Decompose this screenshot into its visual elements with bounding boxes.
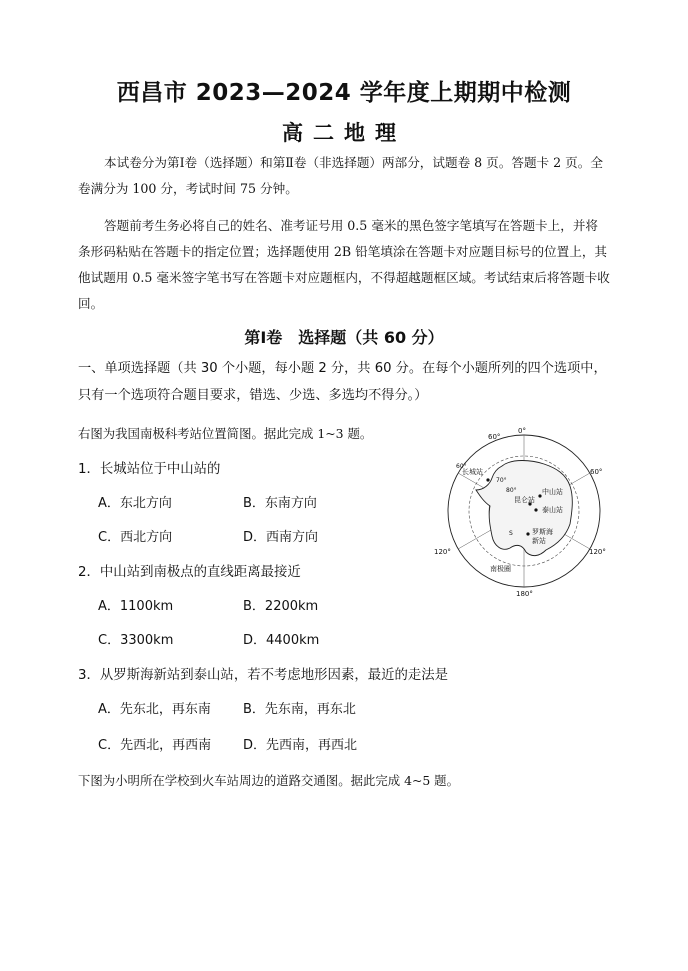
section-instructions: 一、单项选择题（共 30 个小题，每小题 2 分，共 60 分。在每个小题所列的四个选项中，只有一个选项符合题目要求，错选、少选、多选均不得分。） — [78, 361, 607, 403]
lon-label-60e: 60° — [590, 468, 603, 476]
taishan-station-dot — [534, 508, 537, 511]
question-3-option-a[interactable]: A．先东北，再东南 — [98, 702, 211, 717]
question-2-option-a[interactable]: A．1100km — [98, 599, 174, 614]
question-2-option-c[interactable]: C．3300km — [98, 633, 174, 648]
question-3-option-b[interactable]: B．先东南，再东北 — [243, 702, 356, 717]
lat-label-80: 80° — [506, 487, 517, 494]
question-1-option-a[interactable]: A．东北方向 — [98, 496, 172, 511]
lon-label-0: 0° — [518, 427, 526, 435]
question-1-option-d[interactable]: D．西南方向 — [243, 530, 319, 545]
question-2-stem: 2．中山站到南极点的直线距离最接近 — [78, 565, 301, 580]
exam-subject: 高二地理 — [282, 121, 406, 145]
question-group-intro: 右图为我国南极科考站位置简图。据此完成 1~3 题。 — [78, 426, 373, 441]
question-3-option-d[interactable]: D．先西南，再西北 — [243, 738, 358, 753]
ross-sea-station-dot — [526, 532, 529, 535]
changcheng-station-dot — [486, 478, 489, 481]
changcheng-station-label: 长城站 — [462, 468, 483, 476]
kunlun-station-label: 昆仑站 — [514, 496, 535, 504]
question-2-option-b[interactable]: B．2200km — [243, 599, 319, 614]
exam-note-2: 答题前考生务必将自己的姓名、准考证号用 0.5 毫米的黑色签字笔填写在答题卡上，并将条形码粘贴在答题卡的指定位置；选择题使用 2B 铅笔填涂在答题卡对应题目标号的位置上，其他试题用 0.5 毫米签字笔书写在答题卡对应题框内，不得超越题框区域。考试结束后将答题卡收回。 — [78, 218, 610, 311]
exam-title: 西昌市 2023—2024 学年度上期期中检测 — [116, 80, 572, 106]
lon-label-120w: 120° — [434, 548, 451, 556]
antarctic-station-map — [432, 424, 616, 598]
question-3-option-c[interactable]: C．先西北，再西南 — [98, 738, 212, 753]
lon-label-120e: 120° — [589, 548, 606, 556]
ross-sea-station-label-2: 新站 — [532, 537, 546, 545]
lon-label-180: 180° — [516, 590, 533, 598]
south-pole-label: S — [509, 530, 513, 537]
zhongshan-station-label: 中山站 — [542, 488, 563, 496]
question-1-option-b[interactable]: B．东南方向 — [243, 496, 317, 511]
question-2-option-d[interactable]: D．4400km — [243, 633, 320, 648]
question-group-2-intro: 下图为小明所在学校到火车站周边的道路交通图。据此完成 4~5 题。 — [78, 773, 459, 788]
question-1-option-c[interactable]: C．西北方向 — [98, 530, 173, 545]
antarctic-circle-label: 南极圈 — [490, 565, 511, 573]
lat-label-70: 70° — [496, 477, 507, 484]
lon-label-60w: 60° — [488, 433, 501, 441]
question-1-stem: 1．长城站位于中山站的 — [78, 462, 221, 477]
taishan-station-label: 泰山站 — [542, 506, 563, 514]
exam-note-1: 本试卷分为第Ⅰ卷（选择题）和第Ⅱ卷（非选择题）两部分，试题卷 8 页。答题卡 2 页。全卷满分为 100 分，考试时间 75 分钟。 — [78, 155, 603, 196]
ross-sea-station-label-1: 罗斯海 — [532, 528, 553, 536]
question-3-stem: 3．从罗斯海新站到泰山站，若不考虑地形因素，最近的走法是 — [78, 668, 449, 683]
section-title: 第Ⅰ卷 选择题（共 60 分） — [244, 328, 444, 347]
lat-label-60: 60° — [456, 463, 467, 470]
